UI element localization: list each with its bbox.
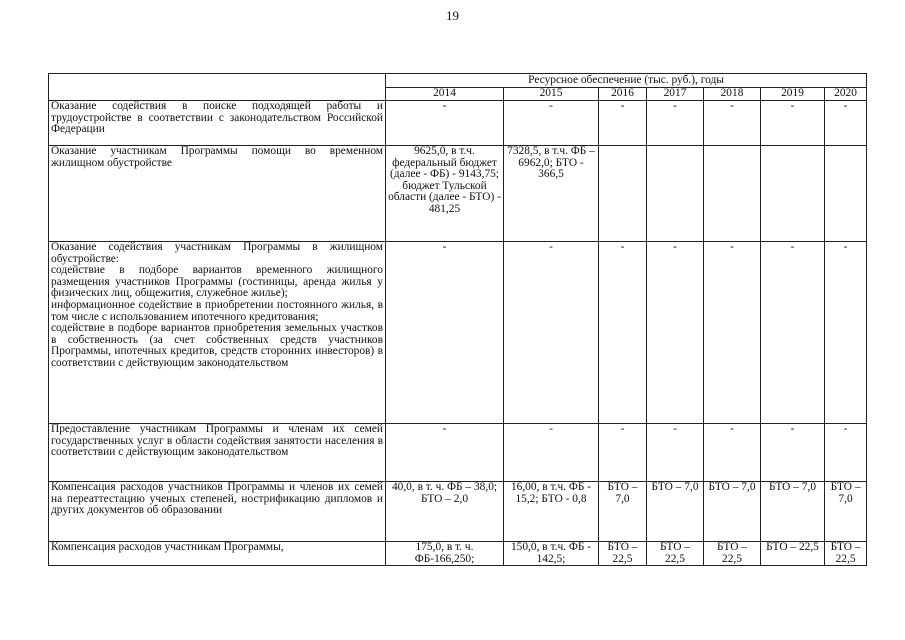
value-cell [599,146,647,242]
value-cell: 7328,5, в т.ч. ФБ – 6962,0; БТО - 366,5 [504,146,599,242]
value-cell: - [704,101,761,146]
value-cell: - [647,242,704,424]
value-cell: - [704,424,761,482]
value-cell [647,146,704,242]
table-row [49,542,867,566]
value-cell: БТО – 7,0 [761,482,825,542]
activity-text: Оказание содействия в поиске подходящей работы и трудоустройстве в соответствии с законодательством Российской Федерации [51,100,383,136]
header-row-group [49,74,867,88]
value-cell: БТО – 7,0 [825,482,867,542]
activity-text: Оказание участникам Программы помощи во временном жилищном обустройстве [51,145,383,169]
activity-cell [49,242,386,424]
table-row [49,101,867,146]
resource-table [48,73,867,566]
table-row [49,146,867,242]
value-cell: 150,0, в т.ч. ФБ - 142,5; [504,542,599,566]
activity-text: Компенсация расходов участников Программы и членов их семей на переаттестацию ученых степеней, нострификацию дипломов и других документов об образовании [51,481,383,517]
activity-text: содействие в подборе вариантов приобретения земельных участков в собственность (за счет собственных средств участников Программы, ипотечных кредитов, средств сторонних инвесторов) в соответствии с действующим законодательством [51,322,383,369]
value-cell: 16,00, в т.ч. ФБ - 15,2; БТО - 0,8 [504,482,599,542]
value-cell: - [386,424,504,482]
table-row [49,242,867,424]
table-row [49,482,867,542]
value-cell: - [761,242,825,424]
value-cell: 9625,0, в т.ч. федеральный бюджет (далее - ФБ) - 9143,75; бюджет Тульской области (далее - БТО) - 481,25 [386,146,504,242]
value-cell: БТО – 22,5 [761,542,825,566]
value-cell: - [761,101,825,146]
value-cell: 40,0, в т. ч. ФБ – 38,0; БТО – 2,0 [386,482,504,542]
activity-text: Оказание содействия участникам Программы в жилищном обустройстве: [51,241,383,265]
value-cell: - [825,424,867,482]
value-cell: - [504,101,599,146]
header-empty-cell [49,74,386,101]
activity-text: Компенсация расходов участникам Программы, [51,541,284,553]
table-row [49,424,867,482]
value-cell: 175,0, в т. ч. ФБ-166,250; [386,542,504,566]
value-cell: БТО – 22,5 [704,542,761,566]
activity-text: информационное содействие в приобретении постоянного жилья, в том числе с использованием ипотечного кредитования; [51,298,383,323]
activity-text: содействие в подборе вариантов временного жилищного размещения участников Программы (гостиницы, аренда жилья у физических лиц, общежития, служебное жилье); [51,264,383,300]
activity-cell [49,101,386,146]
year-header: 2019 [761,88,825,101]
year-header: 2017 [647,88,704,101]
value-cell: - [386,242,504,424]
value-cell: - [599,424,647,482]
value-cell: - [647,101,704,146]
value-cell [704,146,761,242]
year-header: 2014 [386,88,504,101]
value-cell: БТО – 7,0 [599,482,647,542]
value-cell: БТО – 7,0 [704,482,761,542]
value-cell: - [704,242,761,424]
year-header: 2015 [504,88,599,101]
value-cell: БТО – 22,5 [825,542,867,566]
value-cell: - [825,242,867,424]
value-cell: - [386,101,504,146]
value-cell: - [504,424,599,482]
value-cell: - [761,424,825,482]
value-cell: - [825,101,867,146]
value-cell [761,146,825,242]
header-group-title: Ресурсное обеспечение (тыс. руб.), годы [386,74,867,88]
activity-cell [49,424,386,482]
value-cell: БТО – 22,5 [599,542,647,566]
value-cell: - [504,242,599,424]
year-header: 2020 [825,88,867,101]
year-header: 2018 [704,88,761,101]
activity-cell [49,482,386,542]
value-cell: БТО – 22,5 [647,542,704,566]
value-cell: БТО – 7,0 [647,482,704,542]
value-cell: - [647,424,704,482]
page-number: 19 [446,8,459,23]
value-cell [825,146,867,242]
value-cell: - [599,101,647,146]
value-cell: - [599,242,647,424]
activity-text: Предоставление участникам Программы и членам их семей государственных услуг в области содействия занятости населения в соответствии с действующим законодательством [51,423,383,459]
activity-cell [49,542,386,566]
year-header: 2016 [599,88,647,101]
activity-cell [49,146,386,242]
